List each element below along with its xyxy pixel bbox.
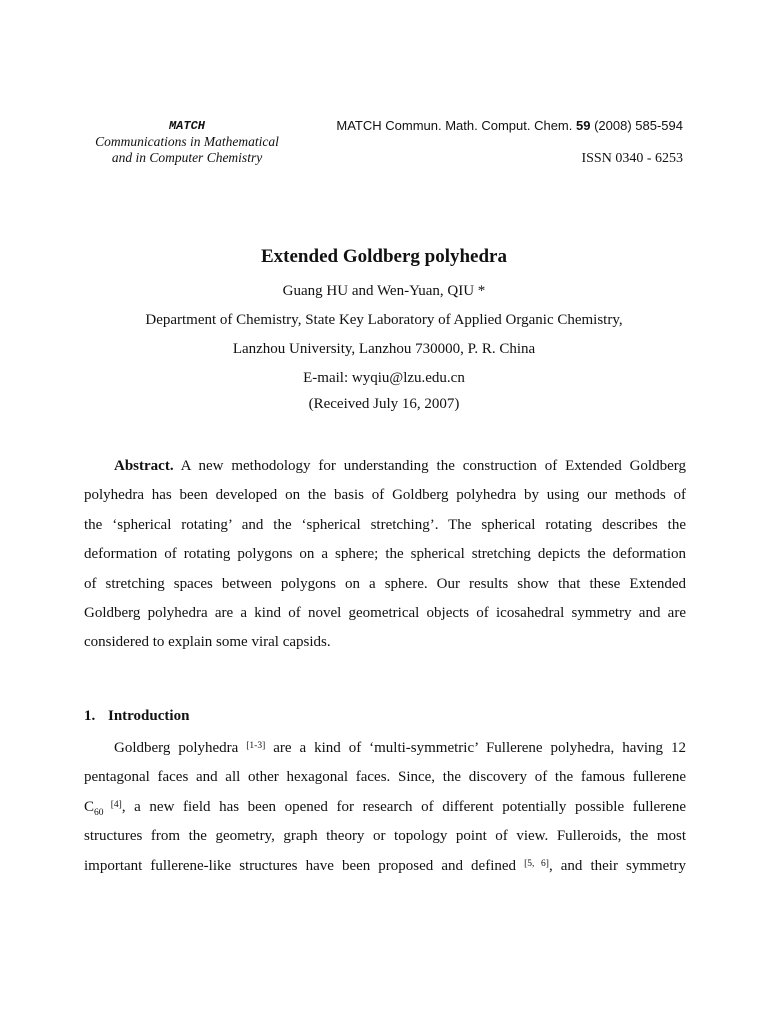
abstract-line: Goldberg polyhedra are a kind of novel geometrical objects of icosahedral symmetry and are [84, 604, 686, 621]
match-title: MATCH [168, 119, 205, 133]
issn: ISSN 0340 - 6253 [581, 151, 683, 166]
abstract-line: considered to explain some viral capsids. [84, 634, 331, 651]
subscript: 60 [94, 807, 104, 818]
abstract-line: Abstract. A new methodology for understanding the construction of Extended Goldberg [114, 458, 686, 474]
abstract-line: polyhedra has been developed on the basis of Goldberg polyhedra by using our methods of [84, 487, 686, 504]
body-line: important fullerene-like structures have been proposed and defined [5, 6], and their symmetry [84, 857, 687, 874]
paper-title: Extended Goldberg polyhedra [261, 246, 507, 267]
match-subtitle-line1: Communications in Mathematical [95, 134, 279, 149]
citation: [1-3] [246, 741, 266, 751]
match-subtitle-line2: and in Computer Chemistry [111, 150, 263, 165]
abstract-line: of stretching spaces between polygons on a sphere. Our results show that these Extended [84, 575, 686, 592]
citation: [5, 6] [524, 858, 549, 869]
received-date: (Received July 16, 2007) [308, 396, 460, 412]
email: E-mail: wyqiu@lzu.edu.cn [303, 370, 465, 386]
abstract-line: deformation of rotating polygons on a sphere; the spherical stretching depicts the deformation [84, 546, 686, 563]
abstract [84, 452, 686, 658]
body-line: pentagonal faces and all other hexagonal faces. Since, the discovery of the famous fullerene [84, 769, 686, 786]
body-line: Goldberg polyhedra [1-3] are a kind of ‘multi-symmetric’ Fullerene polyhedra, having 12 [114, 740, 686, 756]
citation: [4] [103, 799, 122, 810]
section-title: Introduction [108, 708, 190, 724]
affiliation-line1: Department of Chemistry, State Key Laboratory of Applied Organic Chemistry, [145, 312, 623, 328]
affiliation-line2: Lanzhou University, Lanzhou 730000, P. R. China [232, 341, 536, 357]
journal-reference [336, 118, 683, 134]
body-line: structures from the geometry, graph theory or topology point of view. Fulleroids, the most [84, 828, 686, 845]
authors: Guang HU and Wen-Yuan, QIU * [282, 283, 486, 299]
journal-name: MATCH Commun. Math. Comput. Chem. [336, 118, 573, 133]
journal-masthead [70, 118, 304, 166]
section-number: 1. [84, 708, 96, 724]
introduction-body [84, 734, 686, 881]
abstract-line: the ‘spherical rotating’ and the ‘spherical stretching’. The spherical rotating describes the [84, 516, 686, 533]
body-line: $C_{60}$ [4], a new field has been opened for research of different potentially possible fullerene [84, 798, 687, 818]
section-heading-introduction [84, 706, 189, 726]
journal-volume: 59 [576, 118, 591, 133]
journal-year-pages: (2008) 585-594 [594, 118, 683, 133]
abstract-label: Abstract. [114, 458, 174, 474]
